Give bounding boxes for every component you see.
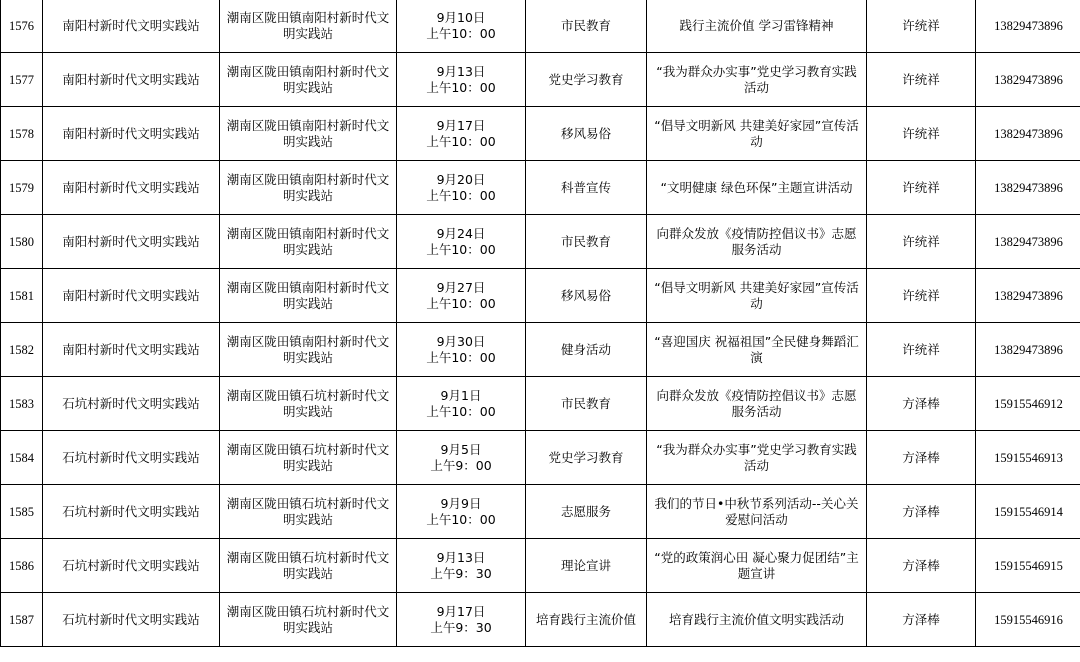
activity-title: “喜迎国庆 祝福祖国”全民健身舞蹈汇演 — [647, 323, 867, 377]
station-name: 南阳村新时代文明实践站 — [43, 53, 220, 107]
row-number: 1576 — [1, 0, 43, 53]
table-row — [1, 377, 1080, 431]
contact-person: 方泽棒 — [867, 485, 976, 539]
contact-phone: 15915546913 — [976, 431, 1080, 485]
activity-category: 市民教育 — [526, 0, 647, 53]
activity-clock-time: 上午9：30 — [430, 565, 492, 581]
row-number: 1579 — [1, 161, 43, 215]
station-address: 潮南区陇田镇南阳村新时代文明实践站 — [220, 215, 397, 269]
contact-phone: 13829473896 — [976, 269, 1080, 323]
activity-category: 党史学习教育 — [526, 431, 647, 485]
table-row — [1, 0, 1080, 53]
activity-time — [397, 377, 526, 431]
activity-clock-time: 上午10：00 — [426, 511, 496, 527]
activity-title: “倡导文明新风 共建美好家园”宣传活动 — [647, 269, 867, 323]
activity-title: 向群众发放《疫情防控倡议书》志愿服务活动 — [647, 377, 867, 431]
station-address: 潮南区陇田镇石坑村新时代文明实践站 — [220, 539, 397, 593]
station-address: 潮南区陇田镇石坑村新时代文明实践站 — [220, 431, 397, 485]
contact-phone: 15915546914 — [976, 485, 1080, 539]
station-name: 石坑村新时代文明实践站 — [43, 539, 220, 593]
activity-time — [397, 215, 526, 269]
activity-title: 向群众发放《疫情防控倡议书》志愿服务活动 — [647, 215, 867, 269]
contact-person: 许统祥 — [867, 215, 976, 269]
contact-phone: 13829473896 — [976, 215, 1080, 269]
contact-phone: 15915546912 — [976, 377, 1080, 431]
activity-time — [397, 539, 526, 593]
activity-clock-time: 上午10：00 — [426, 79, 496, 95]
activity-date: 9月1日 — [440, 387, 482, 403]
station-name: 南阳村新时代文明实践站 — [43, 0, 220, 53]
contact-phone: 13829473896 — [976, 323, 1080, 377]
station-address: 潮南区陇田镇南阳村新时代文明实践站 — [220, 0, 397, 53]
contact-person: 方泽棒 — [867, 431, 976, 485]
activity-title: “我为群众办实事”党史学习教育实践活动 — [647, 53, 867, 107]
activity-title: 我们的节日•中秋节系列活动--关心关爱慰问活动 — [647, 485, 867, 539]
table-row — [1, 215, 1080, 269]
activity-title: “倡导文明新风 共建美好家园”宣传活动 — [647, 107, 867, 161]
station-address: 潮南区陇田镇石坑村新时代文明实践站 — [220, 593, 397, 647]
activity-category: 科普宣传 — [526, 161, 647, 215]
activity-clock-time: 上午10：00 — [426, 403, 496, 419]
row-number: 1581 — [1, 269, 43, 323]
activity-category: 市民教育 — [526, 215, 647, 269]
activity-title: “我为群众办实事”党史学习教育实践活动 — [647, 431, 867, 485]
activity-time — [397, 269, 526, 323]
activity-time — [397, 53, 526, 107]
activity-category: 移风易俗 — [526, 107, 647, 161]
activity-time — [397, 593, 526, 647]
table-row — [1, 431, 1080, 485]
station-address: 潮南区陇田镇石坑村新时代文明实践站 — [220, 485, 397, 539]
activity-title: “文明健康 绿色环保”主题宣讲活动 — [647, 161, 867, 215]
activity-clock-time: 上午10：00 — [426, 295, 496, 311]
activity-date: 9月5日 — [440, 441, 482, 457]
activity-category: 志愿服务 — [526, 485, 647, 539]
table-row — [1, 323, 1080, 377]
contact-person: 许统祥 — [867, 269, 976, 323]
row-number: 1577 — [1, 53, 43, 107]
contact-phone: 13829473896 — [976, 0, 1080, 53]
activity-time — [397, 323, 526, 377]
activity-time — [397, 485, 526, 539]
row-number: 1578 — [1, 107, 43, 161]
activity-category: 健身活动 — [526, 323, 647, 377]
station-name: 石坑村新时代文明实践站 — [43, 377, 220, 431]
activity-category: 理论宣讲 — [526, 539, 647, 593]
table-row — [1, 53, 1080, 107]
activity-clock-time: 上午9：30 — [430, 619, 492, 635]
activity-time — [397, 107, 526, 161]
activity-title: “党的政策润心田 凝心聚力促团结”主题宣讲 — [647, 539, 867, 593]
row-number: 1587 — [1, 593, 43, 647]
station-address: 潮南区陇田镇石坑村新时代文明实践站 — [220, 377, 397, 431]
contact-person: 许统祥 — [867, 0, 976, 53]
contact-phone: 13829473896 — [976, 107, 1080, 161]
activity-title: 践行主流价值 学习雷锋精神 — [647, 0, 867, 53]
station-name: 南阳村新时代文明实践站 — [43, 215, 220, 269]
activity-date: 9月17日 — [436, 603, 486, 619]
contact-person: 方泽棒 — [867, 377, 976, 431]
activity-date: 9月10日 — [436, 9, 486, 25]
activity-date: 9月13日 — [436, 63, 486, 79]
contact-phone: 15915546915 — [976, 539, 1080, 593]
contact-person: 许统祥 — [867, 53, 976, 107]
station-address: 潮南区陇田镇南阳村新时代文明实践站 — [220, 107, 397, 161]
activity-date: 9月27日 — [436, 279, 486, 295]
activity-time — [397, 431, 526, 485]
row-number: 1584 — [1, 431, 43, 485]
station-name: 南阳村新时代文明实践站 — [43, 107, 220, 161]
activity-category: 市民教育 — [526, 377, 647, 431]
table-row — [1, 593, 1080, 647]
activity-date: 9月30日 — [436, 333, 486, 349]
row-number: 1585 — [1, 485, 43, 539]
station-name: 石坑村新时代文明实践站 — [43, 431, 220, 485]
row-number: 1583 — [1, 377, 43, 431]
station-name: 石坑村新时代文明实践站 — [43, 593, 220, 647]
station-name: 石坑村新时代文明实践站 — [43, 485, 220, 539]
activity-date: 9月24日 — [436, 225, 486, 241]
contact-phone: 15915546916 — [976, 593, 1080, 647]
table-row — [1, 107, 1080, 161]
row-number: 1580 — [1, 215, 43, 269]
table-row — [1, 269, 1080, 323]
activity-time — [397, 161, 526, 215]
activity-clock-time: 上午10：00 — [426, 133, 496, 149]
activity-clock-time: 上午10：00 — [426, 187, 496, 203]
contact-person: 方泽棒 — [867, 593, 976, 647]
station-name: 南阳村新时代文明实践站 — [43, 323, 220, 377]
activity-date: 9月9日 — [440, 495, 482, 511]
contact-phone: 13829473896 — [976, 53, 1080, 107]
activity-clock-time: 上午10：00 — [426, 25, 496, 41]
contact-person: 许统祥 — [867, 107, 976, 161]
activity-category: 移风易俗 — [526, 269, 647, 323]
contact-person: 许统祥 — [867, 323, 976, 377]
station-address: 潮南区陇田镇南阳村新时代文明实践站 — [220, 269, 397, 323]
station-address: 潮南区陇田镇南阳村新时代文明实践站 — [220, 161, 397, 215]
contact-person: 许统祥 — [867, 161, 976, 215]
station-address: 潮南区陇田镇南阳村新时代文明实践站 — [220, 53, 397, 107]
row-number: 1586 — [1, 539, 43, 593]
activity-category: 培育践行主流价值 — [526, 593, 647, 647]
activity-category: 党史学习教育 — [526, 53, 647, 107]
table-row — [1, 539, 1080, 593]
activity-date: 9月13日 — [436, 549, 486, 565]
activity-date: 9月17日 — [436, 117, 486, 133]
contact-phone: 13829473896 — [976, 161, 1080, 215]
table-row — [1, 161, 1080, 215]
activity-title: 培育践行主流价值文明实践活动 — [647, 593, 867, 647]
activity-time — [397, 0, 526, 53]
station-name: 南阳村新时代文明实践站 — [43, 161, 220, 215]
activity-clock-time: 上午9：00 — [430, 457, 492, 473]
table-body — [1, 0, 1080, 647]
station-address: 潮南区陇田镇南阳村新时代文明实践站 — [220, 323, 397, 377]
table-row — [1, 485, 1080, 539]
row-number: 1582 — [1, 323, 43, 377]
activity-date: 9月20日 — [436, 171, 486, 187]
contact-person: 方泽棒 — [867, 539, 976, 593]
station-name: 南阳村新时代文明实践站 — [43, 269, 220, 323]
activity-clock-time: 上午10：00 — [426, 349, 496, 365]
activity-clock-time: 上午10：00 — [426, 241, 496, 257]
